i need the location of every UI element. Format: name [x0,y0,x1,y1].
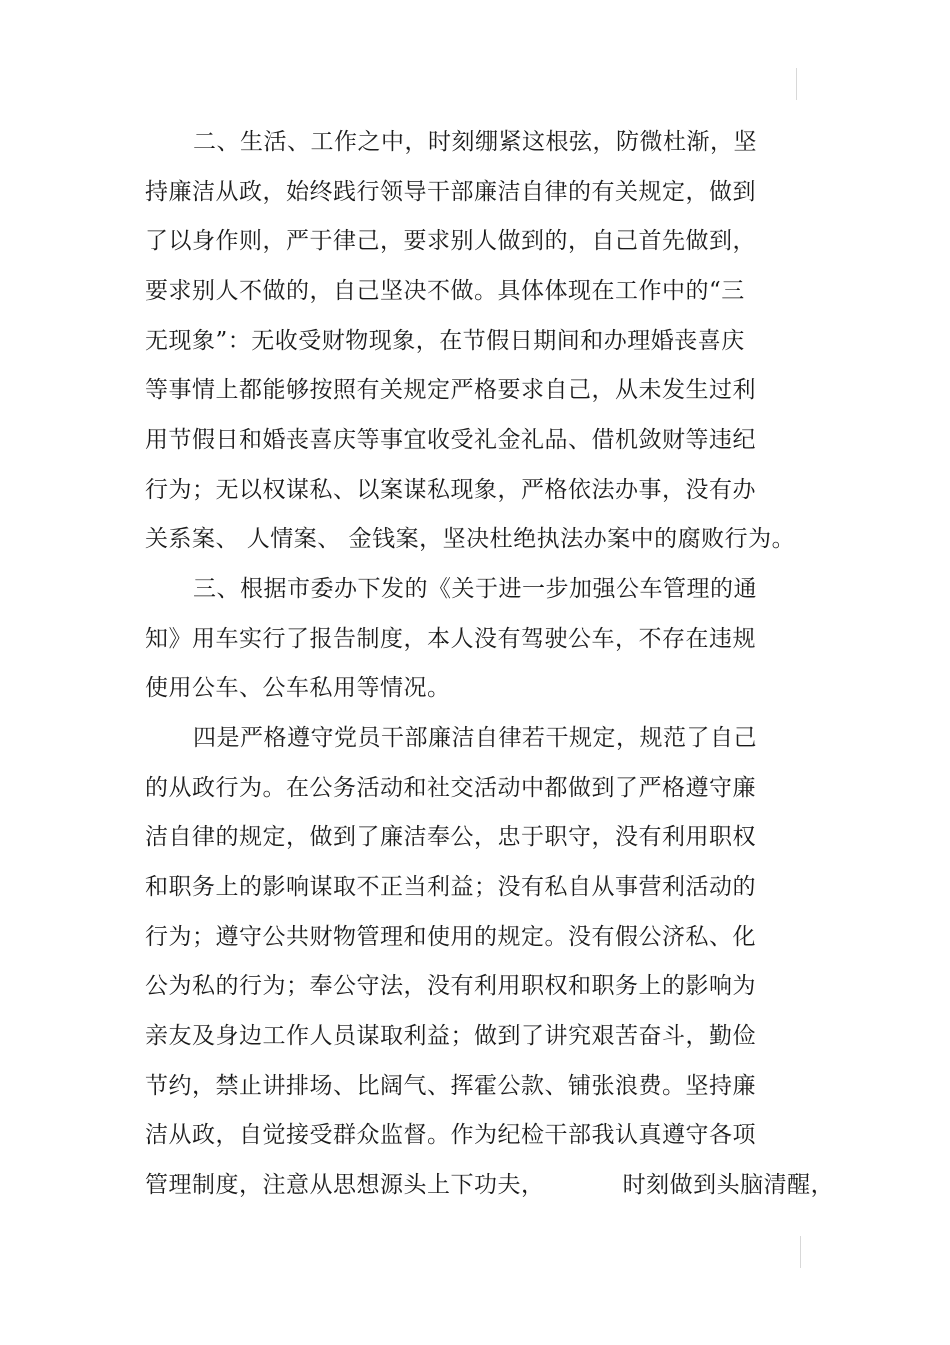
paragraph-3-line-1: 三、根据市委办下发的《关于进一步加强公车管理的通 [193,576,757,602]
paragraph-2-line-5: 无现象”：无收受财物现象，在节假日期间和办理婚丧喜庆 [145,328,745,354]
paragraph-4-line-6: 公为私的行为；奉公守法，没有利用职权和职务上的影响为 [145,973,756,999]
paragraph-2-line-9: 关系案、 人情案、 金钱案，坚决杜绝执法办案中的腐败行为。 [145,526,796,552]
paragraph-4-line-3: 洁自律的规定，做到了廉洁奉公，忠于职守，没有利用职权 [145,824,756,850]
paragraph-4-line-8: 节约，禁止讲排场、比阔气、挥霍公款、铺张浪费。坚持廉 [145,1073,756,1099]
paragraph-4-line-1: 四是严格遵守党员干部廉洁自律若干规定，规范了自己 [193,725,757,751]
page-margin-rule-top [796,68,797,100]
paragraph-4-line-7: 亲友及身边工作人员谋取利益；做到了讲究艰苦奋斗，勤俭 [145,1023,756,1049]
paragraph-2-line-4: 要求别人不做的，自己坚决不做。具体体现在工作中的“三 [145,278,745,304]
paragraph-2-line-1: 二、生活、工作之中，时刻绷紧这根弦，防微杜渐，坚 [193,129,757,155]
paragraph-4-line-5: 行为；遵守公共财物管理和使用的规定。没有假公济私、化 [145,924,756,950]
paragraph-2-line-3: 了以身作则，严于律己，要求别人做到的，自己首先做到， [145,228,756,254]
paragraph-3-line-3: 使用公车、公车私用等情况。 [145,675,451,701]
paragraph-2-line-7: 用节假日和婚丧喜庆等事宜收受礼金礼品、借机敛财等违纪 [145,427,756,453]
paragraph-4-line-4: 和职务上的影响谋取不正当利益；没有私自从事营利活动的 [145,874,756,900]
paragraph-2-line-6: 等事情上都能够按照有关规定严格要求自己，从未发生过利 [145,377,756,403]
paragraph-4-line-2: 的从政行为。在公务活动和社交活动中都做到了严格遵守廉 [145,775,756,801]
paragraph-2-line-2: 持廉洁从政，始终践行领导干部廉洁自律的有关规定，做到 [145,179,756,205]
paragraph-2-line-8: 行为；无以权谋私、以案谋私现象，严格依法办事，没有办 [145,477,756,503]
paragraph-4-line-9: 洁从政，自觉接受群众监督。作为纪检干部我认真遵守各项 [145,1122,756,1148]
paragraph-4-line-10: 管理制度，注意从思想源头上下功夫， 时刻做到头脑清醒， [145,1172,835,1198]
page-margin-rule-bottom [800,1236,801,1268]
paragraph-3-line-2: 知》用车实行了报告制度，本人没有驾驶公车，不存在违规 [145,626,756,652]
